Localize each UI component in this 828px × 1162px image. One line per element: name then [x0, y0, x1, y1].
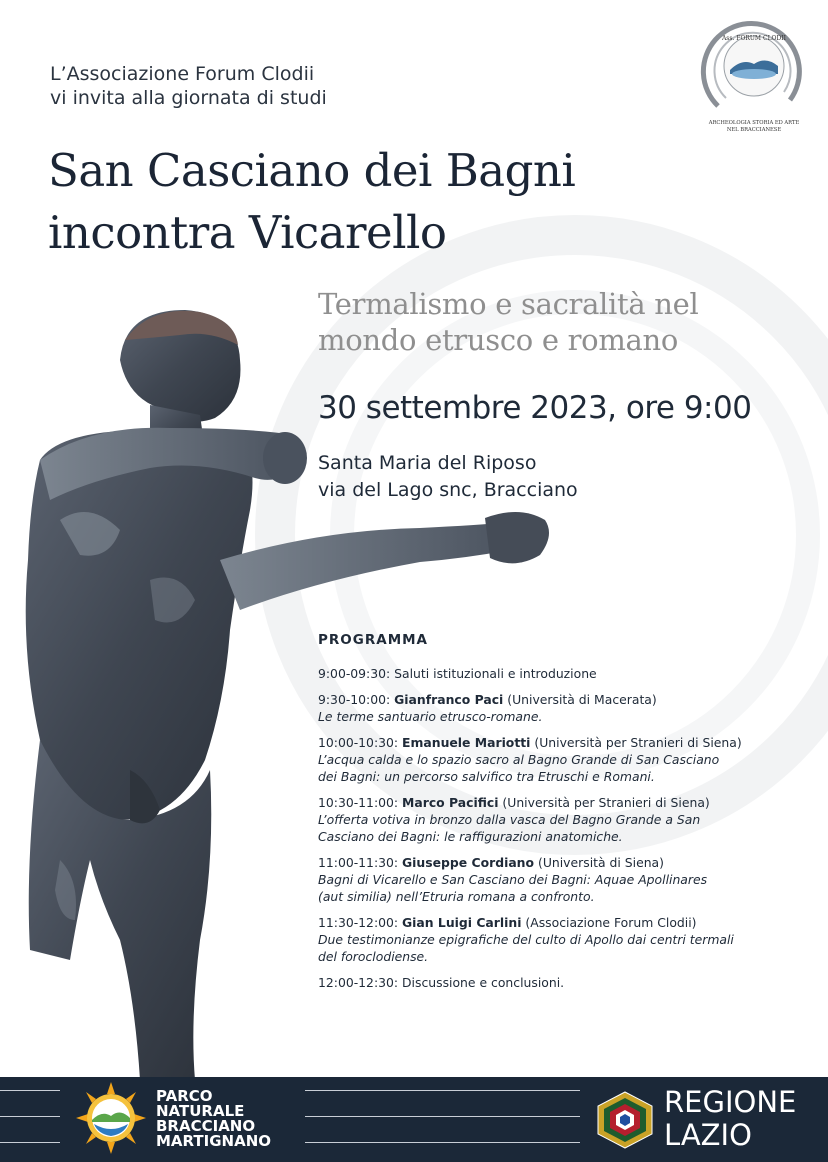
event-venue — [318, 450, 578, 504]
venue-line-2: via del Lago snc, Bracciano — [318, 479, 578, 501]
programme-item — [318, 734, 798, 785]
parco-line-2: NATURALE — [156, 1102, 245, 1120]
programme-heading: PROGRAMMA — [318, 632, 429, 648]
parco-naturale-logo — [76, 1082, 146, 1154]
item-affiliation: (Università di Macerata) — [507, 692, 657, 707]
regione-line-1: REGIONE — [664, 1085, 797, 1119]
event-date: 30 settembre 2023, ore 9:00 — [318, 390, 752, 426]
title-line-2: incontra Vicarello — [48, 206, 447, 259]
programme-item — [318, 914, 798, 965]
regione-lazio-logo — [594, 1090, 656, 1150]
item-desc-line-2: (aut similia) nell’Etruria romana a confronto. — [318, 889, 595, 904]
item-desc-line-1: Le terme santuario etrusco-romane. — [318, 709, 543, 724]
footer-divider — [305, 1116, 580, 1117]
item-speaker: Gianfranco Paci — [394, 692, 504, 707]
parco-naturale-name — [156, 1089, 271, 1149]
logo-caption-1: ARCHEOLOGIA STORIA ED ARTE — [708, 120, 800, 126]
programme — [318, 632, 798, 1000]
regione-line-2: LAZIO — [664, 1118, 752, 1152]
item-time: 11:30-12:00: — [318, 915, 399, 930]
programme-item — [318, 691, 798, 725]
logo-ring-text: Ass. FORUM CLODII — [721, 35, 787, 42]
venue-line-1: Santa Maria del Riposo — [318, 452, 537, 474]
footer-divider — [305, 1090, 580, 1091]
item-desc-line-2: del foroclodiense. — [318, 949, 429, 964]
item-desc-line-1: L’offerta votiva in bronzo dalla vasca del Bagno Grande a San — [318, 812, 701, 827]
event-subtitle — [318, 286, 699, 358]
item-affiliation: (Università per Stranieri di Siena) — [534, 735, 742, 750]
subtitle-line-1: Termalismo e sacralità nel — [318, 287, 699, 321]
item-time: 10:00-10:30: — [318, 735, 399, 750]
logo-caption-2: NEL BRACCIANESE — [726, 127, 782, 133]
programme-item — [318, 974, 798, 991]
programme-item — [318, 854, 798, 905]
item-affiliation: (Università di Siena) — [537, 855, 664, 870]
footer-divider — [0, 1116, 60, 1117]
footer-divider — [305, 1142, 580, 1143]
subtitle-line-2: mondo etrusco e romano — [318, 323, 679, 357]
parco-line-3: BRACCIANO — [156, 1117, 256, 1135]
item-speaker: Emanuele Mariotti — [402, 735, 531, 750]
item-affiliation: (Associazione Forum Clodii) — [525, 915, 697, 930]
invitation-text — [50, 62, 327, 110]
item-speaker: Gian Luigi Carlini — [402, 915, 522, 930]
item-text: Discussione e conclusioni. — [402, 975, 565, 990]
programme-item — [318, 665, 798, 682]
parco-line-1: PARCO — [156, 1087, 213, 1105]
footer-divider — [0, 1090, 60, 1091]
item-text: Saluti istituzionali e introduzione — [394, 666, 597, 681]
item-speaker: Marco Pacifici — [402, 795, 499, 810]
invite-line-1: L’Associazione Forum Clodii — [50, 63, 315, 85]
item-speaker: Giuseppe Cordiano — [402, 855, 535, 870]
item-affiliation: (Università per Stranieri di Siena) — [502, 795, 710, 810]
invite-line-2: vi invita alla giornata di studi — [50, 87, 327, 109]
parco-line-4: MARTIGNANO — [156, 1132, 272, 1150]
item-desc-line-1: Due testimonianze epigrafiche del culto di Apollo dai centri termali — [318, 932, 734, 947]
item-time: 9:30-10:00: — [318, 692, 391, 707]
item-time: 11:00-11:30: — [318, 855, 399, 870]
item-time: 9:00-09:30: — [318, 666, 391, 681]
footer-divider — [0, 1142, 60, 1143]
item-desc-line-2: dei Bagni: un percorso salvifico tra Etruschi e Romani. — [318, 769, 655, 784]
item-time: 12:00-12:30: — [318, 975, 399, 990]
forum-clodii-logo — [698, 12, 806, 137]
title-line-1: San Casciano dei Bagni — [48, 144, 576, 197]
item-desc-line-1: Bagni di Vicarello e San Casciano dei Bagni: Aquae Apollinares — [318, 872, 708, 887]
item-desc-line-2: Casciano dei Bagni: le raffigurazioni anatomiche. — [318, 829, 623, 844]
item-desc-line-1: L’acqua calda e lo spazio sacro al Bagno Grande di San Casciano — [318, 752, 720, 767]
regione-lazio-name — [664, 1086, 796, 1152]
event-title — [48, 140, 575, 264]
item-time: 10:30-11:00: — [318, 795, 399, 810]
programme-item — [318, 794, 798, 845]
